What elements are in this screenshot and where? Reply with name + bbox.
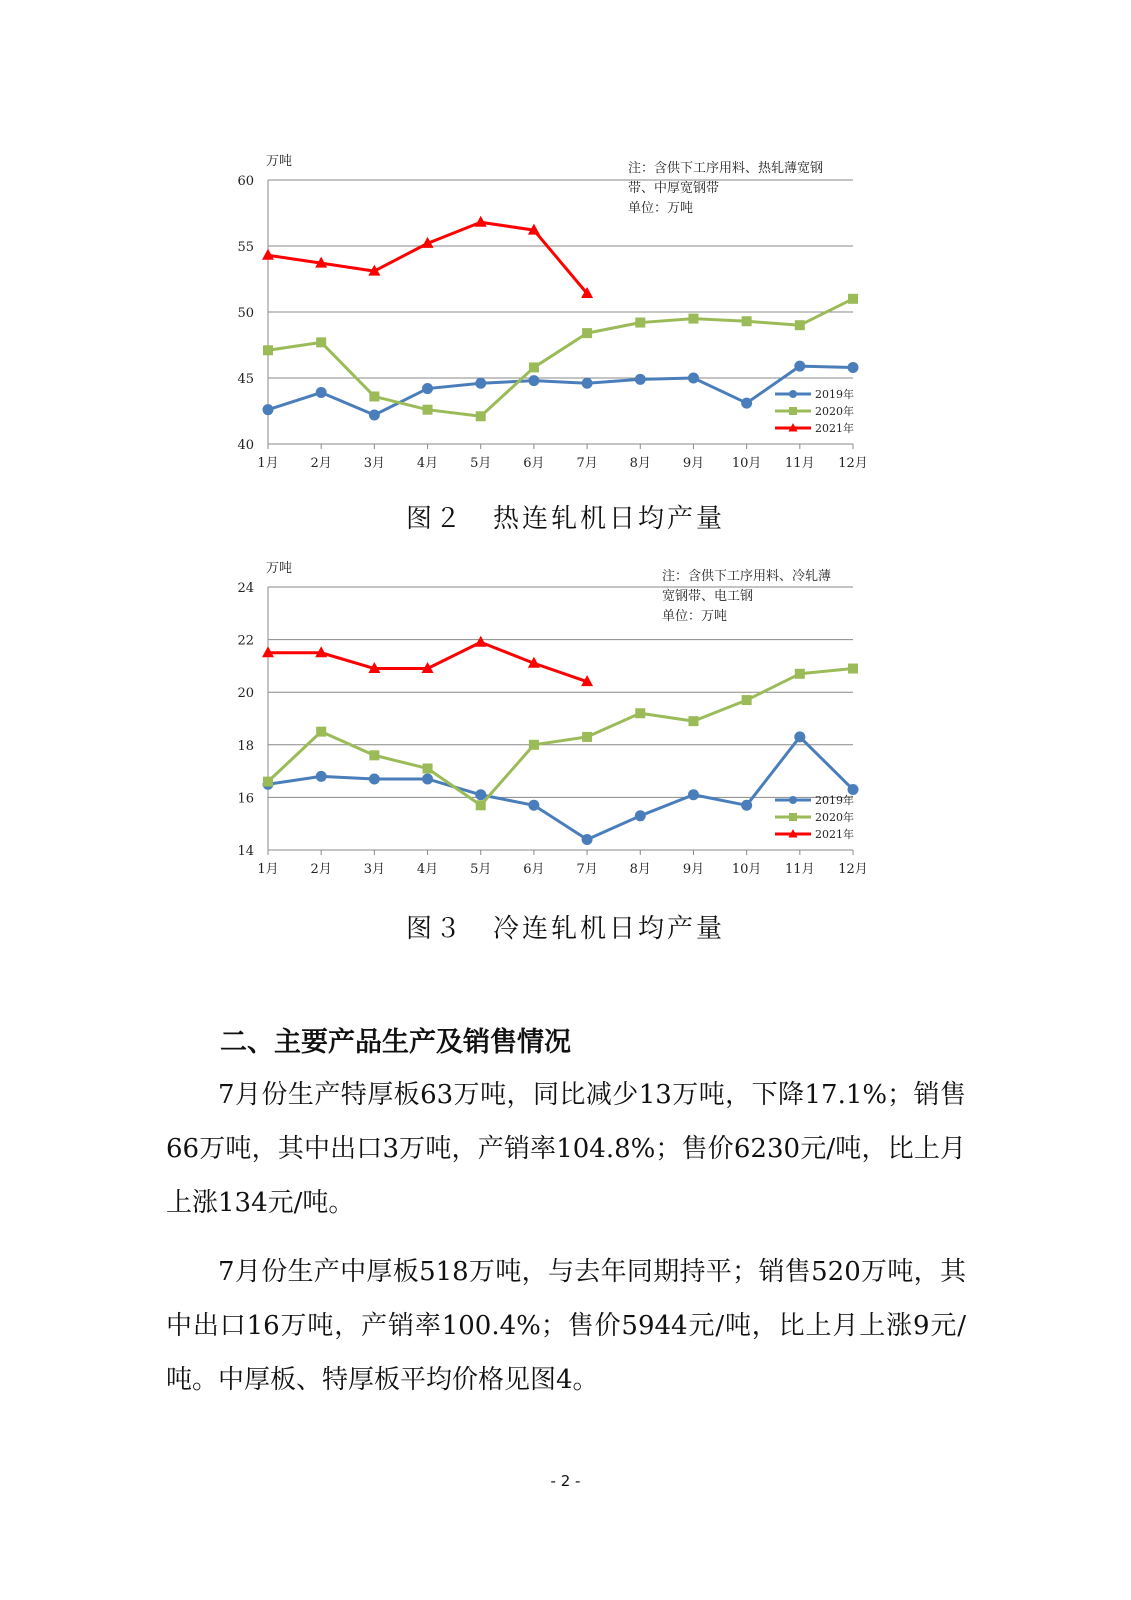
legend-marker	[789, 813, 797, 821]
series-line-2020年	[268, 669, 853, 806]
x-tick-label: 8月	[629, 456, 651, 471]
data-point	[475, 636, 487, 647]
chart-note-line: 单位：万吨	[662, 609, 728, 624]
x-tick-label: 6月	[523, 862, 545, 877]
chart-note-line: 注：含供下工序用料、热轧薄宽钢	[628, 161, 824, 176]
data-point	[848, 362, 859, 373]
data-point	[475, 789, 486, 800]
data-point	[423, 405, 433, 415]
data-point	[528, 375, 539, 386]
data-point	[369, 391, 379, 401]
data-point	[848, 294, 858, 304]
data-point	[528, 800, 539, 811]
chart-hot-rolling-svg	[0, 145, 1131, 490]
data-point	[635, 810, 646, 821]
data-point	[422, 773, 433, 784]
data-point	[316, 337, 326, 347]
series-line-2019年	[268, 366, 853, 415]
y-tick-label: 24	[237, 581, 254, 596]
chart-hot-rolling	[0, 145, 1131, 490]
y-tick-label: 55	[237, 240, 254, 255]
chart-note-line: 单位：万吨	[628, 201, 694, 216]
data-point	[316, 771, 327, 782]
data-point	[475, 216, 487, 227]
x-tick-label: 4月	[416, 862, 439, 877]
data-point	[635, 318, 645, 328]
legend-label: 2019年	[815, 794, 854, 807]
chart-cold-rolling-svg	[0, 560, 1131, 900]
data-point	[582, 834, 593, 845]
x-tick-label: 8月	[629, 862, 651, 877]
legend-label: 2020年	[815, 811, 854, 824]
data-point	[262, 249, 274, 260]
paragraph-medium-thick-plate: 7月份生产中厚板518万吨，与去年同期持平；销售520万吨，其中出口16万吨，产销率100.4%；售价5944元/吨，比上月上涨9元/吨。中厚板、特厚板平均价格见图4。	[166, 1257, 966, 1395]
x-tick-label: 4月	[416, 456, 439, 471]
series-line-2019年	[268, 737, 853, 840]
x-tick-label: 10月	[731, 862, 762, 877]
data-point	[741, 800, 752, 811]
legend-label: 2021年	[815, 422, 854, 435]
y-tick-label: 16	[237, 791, 254, 807]
section-heading: 二、主要产品生产及销售情况	[220, 1027, 571, 1058]
legend-marker	[789, 796, 797, 804]
data-point	[635, 374, 646, 385]
unit-label: 万吨	[266, 154, 293, 169]
series-line-2020年	[268, 299, 853, 416]
x-tick-label: 7月	[576, 862, 598, 877]
x-tick-label: 5月	[470, 456, 492, 471]
x-tick-label: 12月	[838, 456, 868, 471]
data-point	[635, 708, 645, 718]
unit-label: 万吨	[266, 561, 293, 576]
figure-caption-2: 图２ 热连轧机日均产量	[405, 504, 725, 534]
page-number: - 2 -	[550, 1472, 581, 1490]
data-point	[475, 378, 486, 389]
data-point	[741, 398, 752, 409]
y-tick-label: 40	[237, 438, 254, 453]
y-tick-label: 45	[237, 372, 254, 387]
data-point	[742, 316, 752, 326]
x-tick-label: 9月	[682, 862, 705, 877]
y-tick-label: 50	[237, 306, 254, 321]
x-tick-label: 1月	[257, 456, 279, 471]
legend-marker	[789, 390, 797, 398]
chart-note-line: 注：含供下工序用料、冷轧薄	[662, 569, 832, 584]
data-point	[263, 345, 273, 355]
data-point	[688, 789, 699, 800]
data-point	[369, 409, 380, 420]
paragraph-extra-thick-plate: 7月份生产特厚板63万吨，同比减少13万吨，下降17.1%；销售66万吨，其中出口3万吨，产销率104.8%；售价6230元/吨，比上月上涨134元/吨。	[166, 1080, 966, 1218]
data-point	[422, 383, 433, 394]
data-point	[848, 664, 858, 674]
x-tick-label: 2月	[310, 456, 332, 471]
data-point	[529, 740, 539, 750]
chart-note-line: 带、中厚宽钢带	[628, 181, 720, 196]
data-point	[688, 314, 698, 324]
data-point	[316, 387, 327, 398]
data-point	[263, 777, 273, 787]
data-point	[794, 731, 805, 742]
legend-label: 2020年	[815, 405, 854, 418]
data-point	[582, 378, 593, 389]
x-tick-label: 3月	[363, 456, 386, 471]
x-tick-label: 5月	[470, 862, 492, 877]
x-tick-label: 10月	[731, 456, 762, 471]
data-point	[742, 695, 752, 705]
legend-label: 2021年	[815, 828, 854, 841]
data-point	[795, 320, 805, 330]
data-point	[794, 361, 805, 372]
data-point	[795, 669, 805, 679]
x-tick-label: 9月	[682, 456, 705, 471]
x-tick-label: 6月	[523, 456, 545, 471]
y-tick-label: 60	[237, 174, 254, 189]
x-tick-label: 3月	[363, 862, 386, 877]
y-tick-label: 20	[237, 686, 254, 702]
data-point	[369, 773, 380, 784]
legend-marker	[789, 407, 797, 415]
data-point	[423, 763, 433, 773]
data-point	[582, 732, 592, 742]
x-tick-label: 11月	[785, 456, 815, 471]
data-point	[369, 750, 379, 760]
x-tick-label: 1月	[257, 862, 279, 877]
data-point	[582, 328, 592, 338]
x-tick-label: 11月	[785, 862, 815, 877]
y-tick-label: 14	[237, 844, 254, 859]
data-point	[316, 727, 326, 737]
data-point	[476, 411, 486, 421]
data-point	[476, 800, 486, 810]
data-point	[263, 404, 274, 415]
y-tick-label: 18	[237, 738, 254, 754]
y-tick-label: 22	[237, 633, 254, 649]
figure-caption-3: 图３ 冷连轧机日均产量	[405, 914, 725, 944]
chart-note-line: 宽钢带、电工钢	[662, 589, 754, 604]
x-tick-label: 2月	[310, 862, 332, 877]
legend-label: 2019年	[815, 388, 854, 401]
data-point	[688, 373, 699, 384]
series-line-2021年	[268, 222, 587, 293]
data-point	[688, 716, 698, 726]
series-line-2021年	[268, 642, 587, 681]
x-tick-label: 12月	[838, 862, 868, 877]
x-tick-label: 7月	[576, 456, 598, 471]
chart-cold-rolling	[0, 560, 1131, 900]
data-point	[529, 362, 539, 372]
